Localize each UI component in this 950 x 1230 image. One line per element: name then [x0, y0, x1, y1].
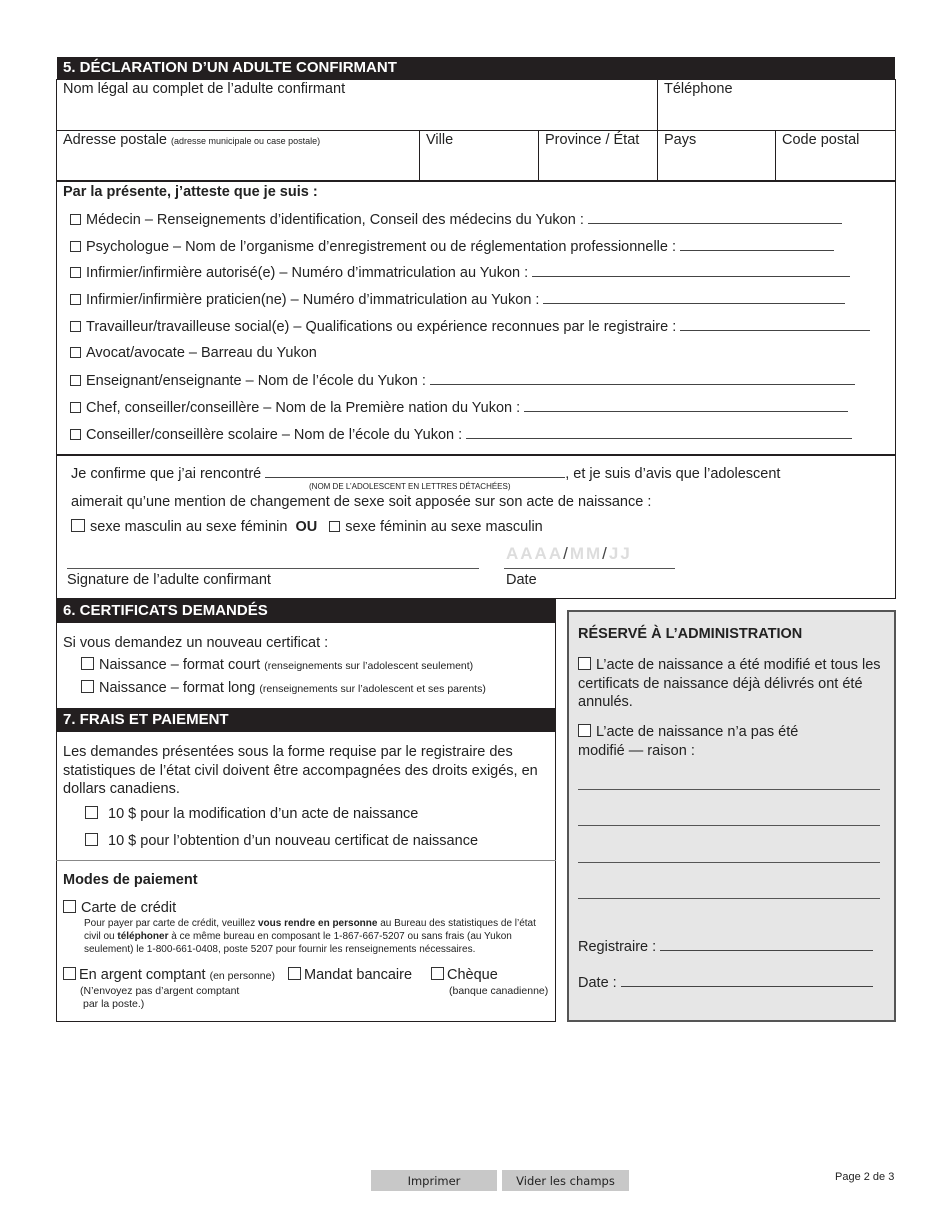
- date-input[interactable]: [506, 544, 632, 564]
- option-lawyer: [70, 345, 317, 361]
- money-order-option: [288, 967, 412, 983]
- or-label: OU: [295, 519, 318, 535]
- credit-text: à ce même bureau en composant le 1-867-667-5207 ou sans frais (au Yukon seulement) le 1-800-661-0408, poste 5207 pour fournir les renseignements nécessaires.: [84, 931, 512, 955]
- male-to-female-checkbox[interactable]: [71, 519, 85, 532]
- option-school-counsellor: [70, 426, 852, 443]
- nurse-practitioner-input[interactable]: [543, 291, 845, 304]
- address-label: Adresse postale: [63, 132, 167, 148]
- admin-modified-label: L’acte de naissance a été modifié et tous les certificats de naissance déjà délivrés ont été annulés.: [578, 657, 881, 710]
- date-label: Date: [506, 572, 537, 588]
- chief-checkbox[interactable]: [70, 402, 81, 413]
- cheque-note: (banque canadienne): [449, 985, 549, 997]
- long-form-checkbox[interactable]: [81, 680, 94, 693]
- section6-title: 6. CERTIFICATS DEMANDÉS: [63, 602, 268, 619]
- option-physician: [70, 211, 842, 228]
- credit-card-instructions: [84, 917, 546, 956]
- option-label: Enseignant/enseignante – Nom de l’école du Yukon :: [86, 373, 426, 389]
- confirm-end: , et je suis d’avis que l’adolescent: [565, 466, 781, 482]
- fee-certificate-option: [85, 833, 478, 849]
- long-form-note: (renseignements sur l’adolescent et ses parents): [259, 683, 486, 695]
- fee-certificate-checkbox[interactable]: [85, 833, 98, 846]
- social-worker-checkbox[interactable]: [70, 321, 81, 332]
- cash-label: En argent comptant: [79, 967, 206, 983]
- section6-header: [57, 599, 555, 623]
- admin-date-input[interactable]: [621, 974, 873, 987]
- section5-title: 5. DÉCLARATION D’UN ADULTE CONFIRMANT: [63, 59, 397, 76]
- credit-card-option: [63, 900, 176, 916]
- youth-name-note: (NOM DE L’ADOLESCENT EN LETTRES DÉTACHÉES): [309, 482, 511, 491]
- option-nurse-practitioner: [70, 291, 845, 308]
- male-to-female-label: sexe masculin au sexe féminin: [90, 519, 288, 535]
- divider: [775, 130, 776, 180]
- registered-nurse-input[interactable]: [532, 264, 850, 277]
- psychologist-input[interactable]: [680, 238, 834, 251]
- date-month-placeholder: MM: [569, 544, 603, 563]
- clear-fields-button[interactable]: Vider les champs: [502, 1170, 629, 1191]
- option-registered-nurse: [70, 264, 850, 281]
- option-label: Travailleur/travailleuse social(e) – Qualifications ou expérience reconnues par le registraire :: [86, 319, 677, 335]
- option-label: Conseiller/conseillère scolaire – Nom de l’école du Yukon :: [86, 427, 463, 443]
- female-to-male-label: sexe féminin au sexe masculin: [345, 519, 543, 535]
- cash-checkbox[interactable]: [63, 967, 76, 980]
- section5-header: [57, 57, 895, 80]
- fee-amendment-label: 10 $ pour la modification d’un acte de naissance: [108, 806, 419, 822]
- confirm-start: Je confirme que j’ai rencontré: [71, 466, 262, 482]
- date-separator: /: [602, 544, 609, 563]
- divider: [56, 130, 896, 131]
- divider: [56, 454, 896, 456]
- attest-title: Par la présente, j’atteste que je suis :: [63, 184, 318, 200]
- address-field[interactable]: [63, 132, 320, 148]
- legal-name-field[interactable]: [63, 81, 345, 97]
- postal-code-field[interactable]: [782, 132, 859, 148]
- divider: [56, 180, 896, 182]
- reason-line[interactable]: [578, 862, 880, 863]
- phone-field[interactable]: [664, 81, 733, 97]
- admin-option-modified: [578, 656, 886, 712]
- date-line: [504, 568, 675, 569]
- divider: [419, 130, 420, 180]
- short-form-checkbox[interactable]: [81, 657, 94, 670]
- cash-warning-line1: (N’envoyez pas d’argent comptant: [80, 985, 240, 997]
- credit-bold-phone: téléphoner: [117, 931, 169, 942]
- page-number: Page 2 de 3: [835, 1171, 895, 1183]
- divider: [538, 130, 539, 180]
- option-social-worker: [70, 318, 870, 335]
- teacher-input[interactable]: [430, 372, 855, 385]
- sex-change-options: [71, 519, 543, 535]
- confirm-line2: aimerait qu’une mention de changement de sexe soit apposée sur son acte de naissance :: [71, 494, 652, 510]
- legal-name-label: Nom légal au complet de l’adulte confirmant: [63, 81, 346, 97]
- social-worker-input[interactable]: [680, 318, 870, 331]
- registrar-label: Registraire :: [578, 939, 657, 955]
- short-form-note: (renseignements sur l’adolescent seulement): [264, 660, 474, 672]
- short-form-label: Naissance – format court: [99, 657, 261, 673]
- admin-not-modified-checkbox[interactable]: [578, 724, 591, 737]
- option-chief: [70, 399, 848, 416]
- cash-option: [63, 967, 275, 983]
- option-teacher: [70, 372, 855, 389]
- credit-card-checkbox[interactable]: [63, 900, 76, 913]
- payment-methods-title: Modes de paiement: [63, 872, 198, 888]
- fee-amendment-checkbox[interactable]: [85, 806, 98, 819]
- option-label: Chef, conseiller/conseillère – Nom de la Première nation du Yukon :: [86, 400, 521, 416]
- option-label: Infirmier/infirmière autorisé(e) – Numéro d’immatriculation au Yukon :: [86, 265, 529, 281]
- country-label: Pays: [664, 132, 697, 148]
- credit-text: Pour payer par carte de crédit, veuillez: [84, 918, 258, 929]
- long-form-option: [81, 680, 486, 696]
- admin-not-modified-label: L’acte de naissance n’a pas été modifié — raison :: [578, 724, 799, 759]
- divider: [657, 130, 658, 180]
- address-note: (adresse municipale ou case postale): [171, 136, 321, 146]
- option-label: Infirmier/infirmière praticien(ne) – Numéro d’immatriculation au Yukon :: [86, 292, 540, 308]
- registrar-field: [578, 938, 873, 955]
- country-field[interactable]: [664, 132, 696, 148]
- date-day-placeholder: JJ: [608, 544, 632, 563]
- female-to-male-checkbox[interactable]: [329, 521, 340, 532]
- money-order-label: Mandat bancaire: [304, 967, 413, 983]
- signature-line[interactable]: [67, 568, 479, 569]
- date-separator: /: [563, 544, 570, 563]
- long-form-label: Naissance – format long: [99, 680, 256, 696]
- youth-name-input[interactable]: [265, 465, 565, 478]
- province-label: Province / État: [545, 132, 640, 148]
- short-form-option: [81, 657, 473, 673]
- cheque-option: [431, 967, 498, 983]
- registered-nurse-checkbox[interactable]: [70, 267, 81, 278]
- cash-note: (en personne): [209, 970, 275, 982]
- physician-input[interactable]: [588, 211, 842, 224]
- date-year-placeholder: AAAA: [506, 544, 564, 563]
- section6-intro: Si vous demandez un nouveau certificat :: [63, 635, 329, 651]
- reason-line[interactable]: [578, 789, 880, 790]
- section7-title: 7. FRAIS ET PAIEMENT: [63, 711, 229, 728]
- city-field[interactable]: [426, 132, 453, 148]
- teacher-checkbox[interactable]: [70, 375, 81, 386]
- cheque-checkbox[interactable]: [431, 967, 444, 980]
- admin-date-label: Date :: [578, 975, 617, 991]
- option-label: Psychologue – Nom de l’organisme d’enregistrement ou de réglementation professionnelle :: [86, 239, 677, 255]
- cash-warning: [80, 985, 239, 1011]
- credit-card-label: Carte de crédit: [81, 900, 177, 916]
- physician-checkbox[interactable]: [70, 214, 81, 225]
- option-label: Avocat/avocate – Barreau du Yukon: [86, 345, 317, 361]
- section7-header: [57, 708, 555, 732]
- print-button[interactable]: Imprimer: [371, 1170, 497, 1191]
- psychologist-checkbox[interactable]: [70, 241, 81, 252]
- confirm-line1: [71, 465, 780, 482]
- cheque-label: Chèque: [447, 967, 498, 983]
- registrar-input[interactable]: [660, 938, 873, 951]
- postal-code-label: Code postal: [782, 132, 860, 148]
- admin-option-not-modified: [578, 723, 818, 761]
- lawyer-checkbox[interactable]: [70, 347, 81, 358]
- divider: [56, 860, 556, 861]
- credit-text: au Bureau des statistiques de l’état civil ou: [84, 918, 536, 942]
- phone-label: Téléphone: [664, 81, 733, 97]
- option-label: Médecin – Renseignements d’identification, Conseil des médecins du Yukon :: [86, 212, 584, 228]
- option-psychologist: [70, 238, 834, 255]
- divider: [657, 80, 658, 130]
- admin-modified-checkbox[interactable]: [578, 657, 591, 670]
- reason-line[interactable]: [578, 825, 880, 826]
- reason-line[interactable]: [578, 898, 880, 899]
- fee-amendment-option: [85, 806, 418, 822]
- admin-date-field: [578, 974, 873, 991]
- province-field[interactable]: [545, 132, 639, 148]
- school-counsellor-checkbox[interactable]: [70, 429, 81, 440]
- nurse-practitioner-checkbox[interactable]: [70, 294, 81, 305]
- section7-intro: Les demandes présentées sous la forme requise par le registraire des statistiques de l’état civil doivent être accompagnées des droits exigés, en dollars canadiens.: [63, 744, 538, 797]
- school-counsellor-input[interactable]: [466, 426, 852, 439]
- fee-certificate-label: 10 $ pour l’obtention d’un nouveau certificat de naissance: [108, 833, 479, 849]
- city-label: Ville: [426, 132, 454, 148]
- admin-title: RÉSERVÉ À L’ADMINISTRATION: [578, 626, 803, 642]
- chief-input[interactable]: [524, 399, 848, 412]
- cash-warning-line2: par la poste.): [83, 998, 145, 1010]
- credit-bold-in-person: vous rendre en personne: [257, 918, 378, 929]
- signature-label: Signature de l’adulte confirmant: [67, 572, 271, 588]
- money-order-checkbox[interactable]: [288, 967, 301, 980]
